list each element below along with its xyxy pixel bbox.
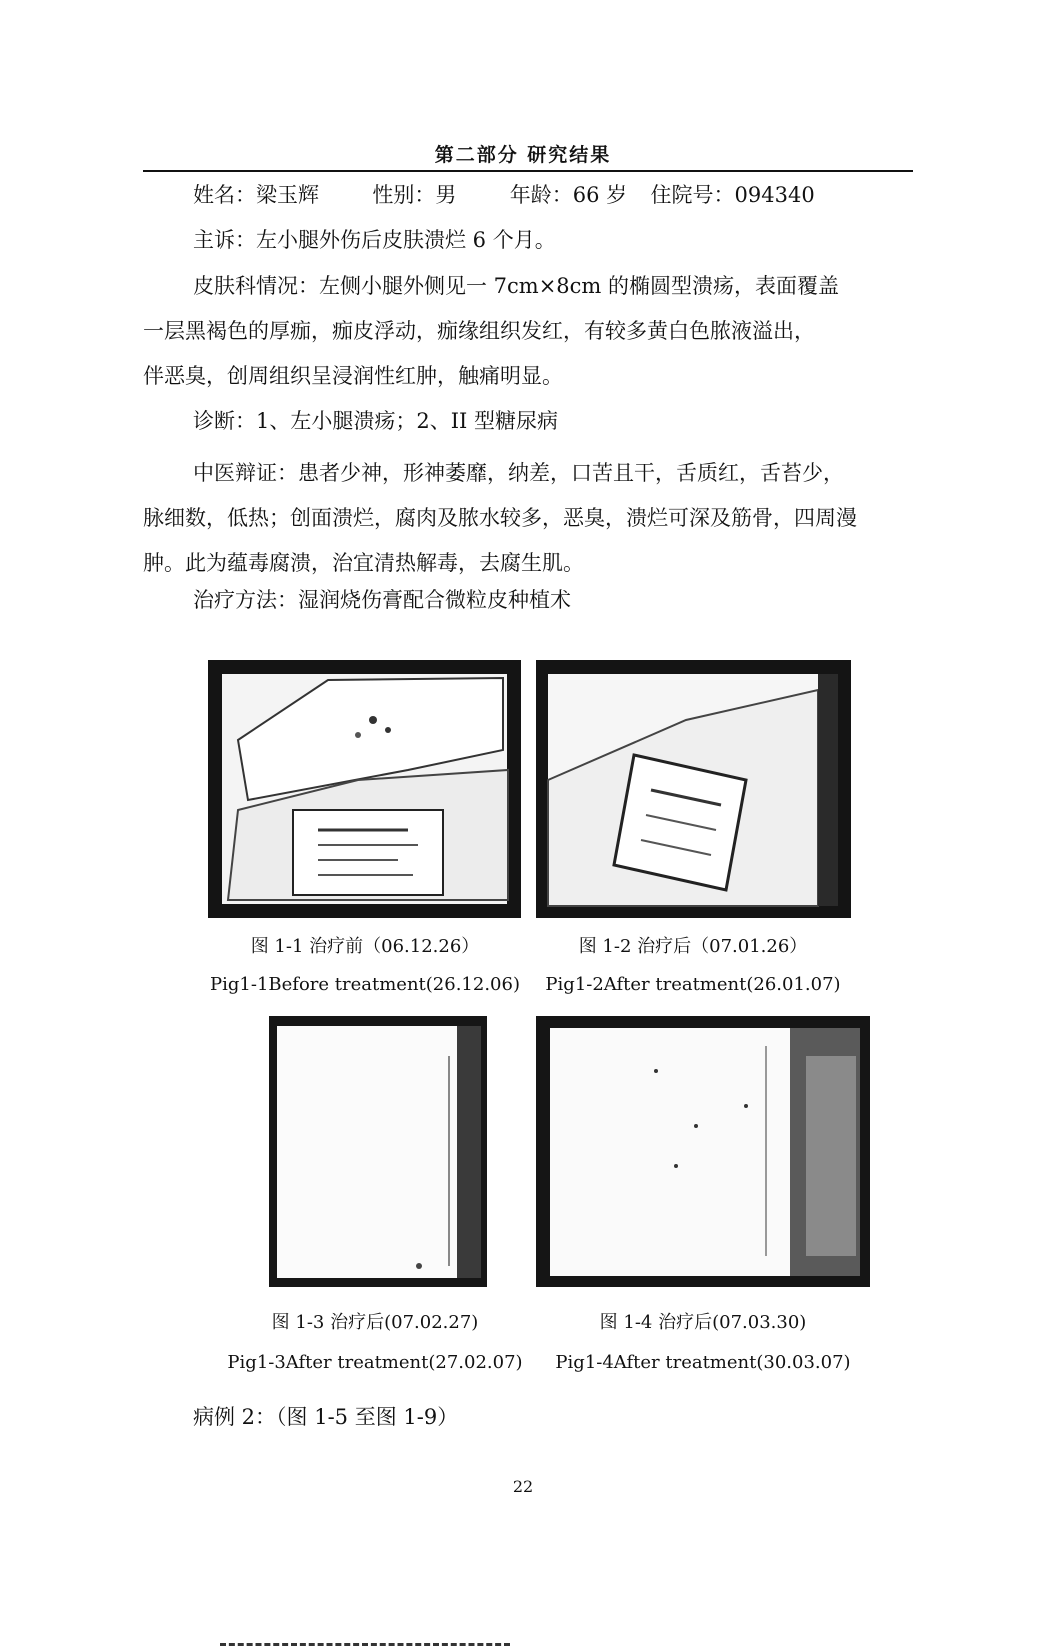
figure-1-2-photo xyxy=(536,660,851,918)
dermatology-line-2: 一层黑褐色的厚痂，痂皮浮动，痂缘组织发红，有较多黄白色脓液溢出， xyxy=(143,319,815,343)
figure-1-3-caption-cn: 图 1-3 治疗后(07.02.27) xyxy=(271,1312,479,1333)
dermatology-line-3: 伴恶臭，创周组织呈浸润性红肿，触痛明显。 xyxy=(143,364,563,388)
diagnosis: 诊断：1、左小腿溃疡；2、II 型糖尿病 xyxy=(193,409,558,433)
figure-1-2-caption-cn: 图 1-2 治疗后（07.01.26） xyxy=(578,936,808,957)
figure-1-4-caption-en: Pig1-4After treatment(30.03.07) xyxy=(555,1352,851,1373)
treatment-method: 治疗方法：湿润烧伤膏配合微粒皮种植术 xyxy=(193,588,571,612)
figure-1-1-caption-en: Pig1-1Before treatment(26.12.06) xyxy=(210,974,520,995)
case-2-heading: 病例 2：（图 1-5 至图 1-9） xyxy=(193,1405,459,1429)
tcm-line-3: 肿。此为蕴毒腐溃，治宜清热解毒，去腐生肌。 xyxy=(143,551,584,575)
wound-photo-before xyxy=(208,660,521,918)
tcm-line-1: 中医辩证：患者少神，形神萎靡，纳差，口苦且干，舌质红，舌苔少， xyxy=(193,461,844,485)
patient-name: 姓名：梁玉辉 xyxy=(193,183,319,207)
figure-1-4-photo xyxy=(536,1016,870,1287)
page-number: 22 xyxy=(512,1477,534,1496)
wound-photo-after-1 xyxy=(536,660,851,918)
patient-admission-number: 住院号：094340 xyxy=(650,183,815,207)
patient-info-row xyxy=(193,180,815,210)
footer-divider xyxy=(220,1643,510,1646)
figure-1-1-photo xyxy=(208,660,521,918)
patient-sex: 性别：男 xyxy=(372,183,457,207)
patient-age: 年龄：66 岁 xyxy=(509,183,628,207)
header-divider xyxy=(143,170,913,172)
wound-photo-after-3 xyxy=(536,1016,870,1287)
wound-photo-after-2 xyxy=(269,1016,487,1287)
section-title: 第二部分 研究结果 xyxy=(434,144,612,166)
figure-1-3-photo xyxy=(269,1016,487,1287)
tcm-line-2: 脉细数，低热；创面溃烂，腐肉及脓水较多，恶臭，溃烂可深及筋骨，四周漫 xyxy=(143,506,857,530)
figure-1-3-caption-en: Pig1-3After treatment(27.02.07) xyxy=(227,1352,523,1373)
figure-1-1-caption-cn: 图 1-1 治疗前（06.12.26） xyxy=(250,936,480,957)
chief-complaint: 主诉：左小腿外伤后皮肤溃烂 6 个月。 xyxy=(193,228,556,252)
dermatology-line-1: 皮肤科情况：左侧小腿外侧见一 7cm×8cm 的椭圆型溃疡，表面覆盖 xyxy=(193,274,840,298)
figure-1-2-caption-en: Pig1-2After treatment(26.01.07) xyxy=(545,974,841,995)
figure-1-4-caption-cn: 图 1-4 治疗后(07.03.30) xyxy=(599,1312,807,1333)
